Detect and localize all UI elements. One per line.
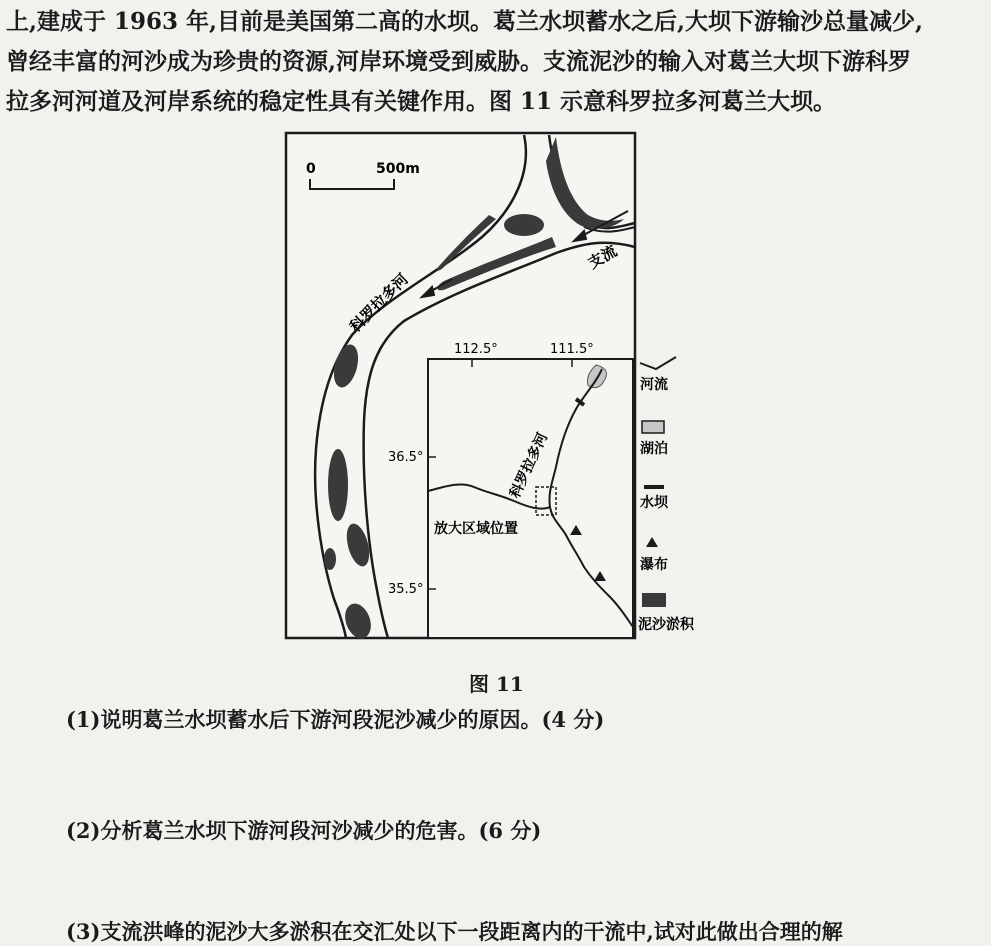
legend-lake-label: 湖泊 [640, 441, 668, 457]
inset-map-border [428, 359, 633, 638]
inset-river-label: 科罗拉多河 [507, 430, 552, 501]
figure-11-map [284, 131, 724, 643]
river-label: 科罗拉多河 [346, 270, 412, 336]
legend-river-label: 河流 [640, 377, 668, 393]
tributary-label: 支流 [585, 241, 620, 273]
question-1: (1)说明葛兰水坝蓄水后下游河段泥沙减少的原因。(4 分) [66, 707, 605, 732]
question-2: (2)分析葛兰水坝下游河段河沙减少的危害。(6 分) [66, 818, 542, 843]
figure-caption: 图 11 [469, 672, 524, 696]
inset-lon-right: 111.5° [550, 342, 594, 357]
legend-river-icon [640, 357, 676, 369]
inset-lon-left: 112.5° [454, 342, 498, 357]
intro-line-2: 曾经丰富的河沙成为珍贵的资源,河岸环境受到威胁。支流泥沙的输入对葛兰大坝下游科罗 [6, 48, 912, 75]
legend-lake-icon [642, 421, 664, 433]
sediment-bar [324, 548, 336, 570]
sediment-bar [504, 214, 544, 236]
inset-enlarge-label: 放大区域位置 [434, 521, 518, 537]
sediment-bar [328, 449, 348, 521]
question-3: (3)支流洪峰的泥沙大多淤积在交汇处以下一段距离内的干流中,试对此做出合理的解 [66, 919, 843, 944]
legend-sediment-icon [642, 593, 666, 607]
inset-lat-top: 36.5° [388, 450, 424, 465]
legend-sediment-label: 泥沙淤积 [638, 617, 694, 633]
legend-waterfall-label: 瀑布 [640, 557, 668, 573]
inset-lat-bottom: 35.5° [388, 582, 424, 597]
scale-distance-label: 500m [376, 161, 420, 177]
legend-waterfall-icon [646, 537, 658, 547]
intro-line-1: 上,建成于 1963 年,目前是美国第二高的水坝。葛兰水坝蓄水之后,大坝下游输沙总量减少, [6, 8, 924, 35]
scale-zero-label: 0 [306, 161, 316, 177]
legend-dam-label: 水坝 [640, 495, 668, 511]
intro-line-3: 拉多河河道及河岸系统的稳定性具有关键作用。图 11 示意科罗拉多河葛兰大坝。 [6, 88, 837, 115]
